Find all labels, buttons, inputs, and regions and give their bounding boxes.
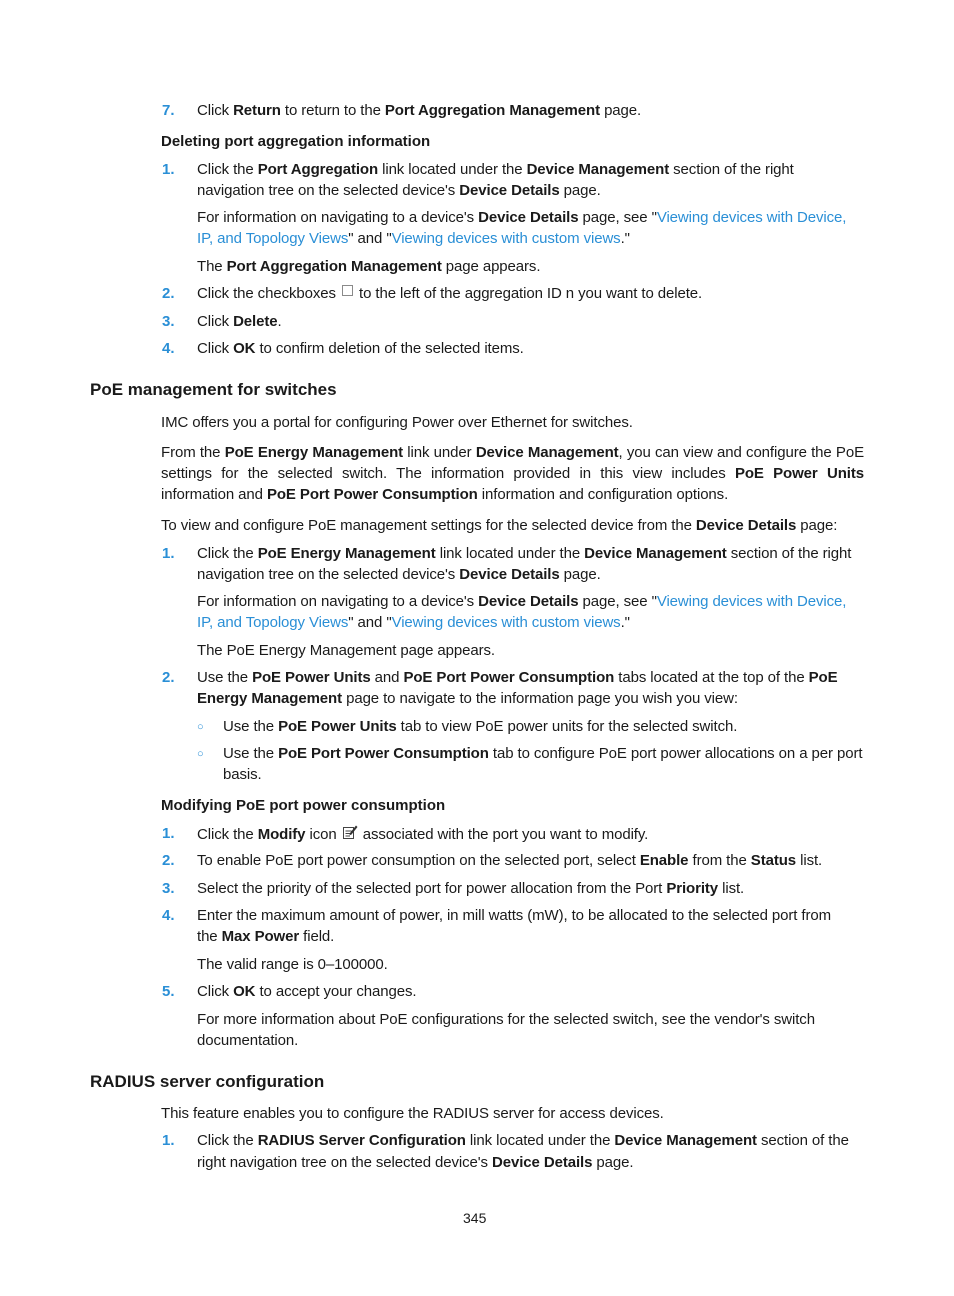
step-text: Select the priority of the selected port for power allocation from the Port Priority list. [197,880,745,897]
step-number: 5. [162,983,175,1000]
paragraph: To view and configure PoE management settings for the selected device from the Device Details page: [161,517,838,534]
link-viewing-devices-device-ip-topology-cont[interactable]: IP, and Topology Views [197,614,349,631]
step-text-cont: navigation tree on the selected device's Device Details page. [197,182,601,199]
step-number: 1. [162,545,175,562]
step-text: Click Return to return to the Port Aggregation Management page. [197,102,642,119]
paragraph: IMC offers you a portal for configuring Power over Ethernet for switches. [161,414,633,431]
step-number: 7. [162,102,175,119]
bullet-icon: ○ [197,748,204,760]
step-text: Click the Port Aggregation link located under the Device Management section of the right [197,161,794,178]
section-heading: PoE management for switches [90,380,337,399]
step-text: Click the PoE Energy Management link located under the Device Management section of the right [197,545,852,562]
paragraph-cont: settings for the selected switch. The information provided in this view includes PoE Power Units [161,465,864,482]
step-text-cont: the Max Power field. [197,928,335,945]
result-text: The PoE Energy Management page appears. [197,642,495,659]
step-text: Use the PoE Power Units and PoE Port Power Consumption tabs located at the top of the PoE [197,669,838,686]
step-number: 4. [162,340,175,357]
link-viewing-devices-custom-views[interactable]: Viewing devices with custom views [391,230,621,247]
bullet-icon: ○ [197,721,204,733]
step-text: Enter the maximum amount of power, in mill watts (mW), to be allocated to the selected port from [197,907,831,924]
bullet-text: Use the PoE Port Power Consumption tab to configure PoE port power allocations on a per port [223,745,863,762]
step-text: Click OK to accept your changes. [197,983,417,1000]
step-number: 1. [162,825,175,842]
result-text: The Port Aggregation Management page appears. [197,258,541,275]
paragraph-cont: information and PoE Port Power Consumption information and configuration options. [161,486,729,503]
subsection-heading: Deleting port aggregation information [161,133,431,150]
step-text: Click the RADIUS Server Configuration link located under the Device Management section of the [197,1132,849,1149]
link-viewing-devices-device-ip-topology-cont[interactable]: IP, and Topology Views [197,230,349,247]
bullet-text: Use the PoE Power Units tab to view PoE power units for the selected switch. [223,718,738,735]
paragraph: From the PoE Energy Management link under Device Management, you can view and configure the PoE [161,444,864,461]
section-heading: RADIUS server configuration [90,1072,325,1091]
step-text-cont: right navigation tree on the selected device's Device Details page. [197,1154,634,1171]
checkbox-icon [342,285,353,296]
info-text: For information on navigating to a device's Device Details page, see "Viewing devices with Device, [197,209,847,226]
step-text: To enable PoE port power consumption on the selected port, select Enable from the Status list. [197,852,823,869]
info-text: For information on navigating to a device's Device Details page, see "Viewing devices with Device, [197,593,847,610]
step-number: 1. [162,161,175,178]
step-number: 3. [162,313,175,330]
bullet-text-cont: basis. [223,766,262,783]
step-number: 4. [162,907,175,924]
step-text: Click Delete. [197,313,282,330]
step-number: 2. [162,669,175,686]
link-viewing-devices-device-ip-topology[interactable]: Viewing devices with Device, [656,593,847,610]
step-number: 3. [162,880,175,897]
step-text: Click OK to confirm deletion of the selected items. [197,340,524,357]
step-number: 2. [162,285,175,302]
step-number: 2. [162,852,175,869]
modify-icon [342,824,358,840]
link-viewing-devices-custom-views[interactable]: Viewing devices with custom views [391,614,621,631]
info-text-cont: IP, and Topology Views" and "Viewing devices with custom views." [197,614,630,631]
paragraph: This feature enables you to configure the RADIUS server for access devices. [161,1105,664,1122]
page-number: 345 [463,1210,487,1226]
step-number: 1. [162,1132,175,1149]
subsection-heading: Modifying PoE port power consumption [161,797,446,814]
info-text: For more information about PoE configurations for the selected switch, see the vendor's switch [197,1011,815,1028]
step-text-cont: navigation tree on the selected device's Device Details page. [197,566,601,583]
step-text: Click the checkboxes to the left of the aggregation ID n you want to delete. [197,285,703,302]
info-text-cont: documentation. [197,1032,299,1049]
info-text-cont: IP, and Topology Views" and "Viewing devices with custom views." [197,230,630,247]
link-viewing-devices-device-ip-topology[interactable]: Viewing devices with Device, [656,209,847,226]
step-text: Click the Modify icon associated with the port you want to modify. [197,826,649,843]
range-note: The valid range is 0–100000. [197,956,388,973]
step-text-cont: Energy Management page to navigate to the information page you wish you view: [197,690,738,707]
